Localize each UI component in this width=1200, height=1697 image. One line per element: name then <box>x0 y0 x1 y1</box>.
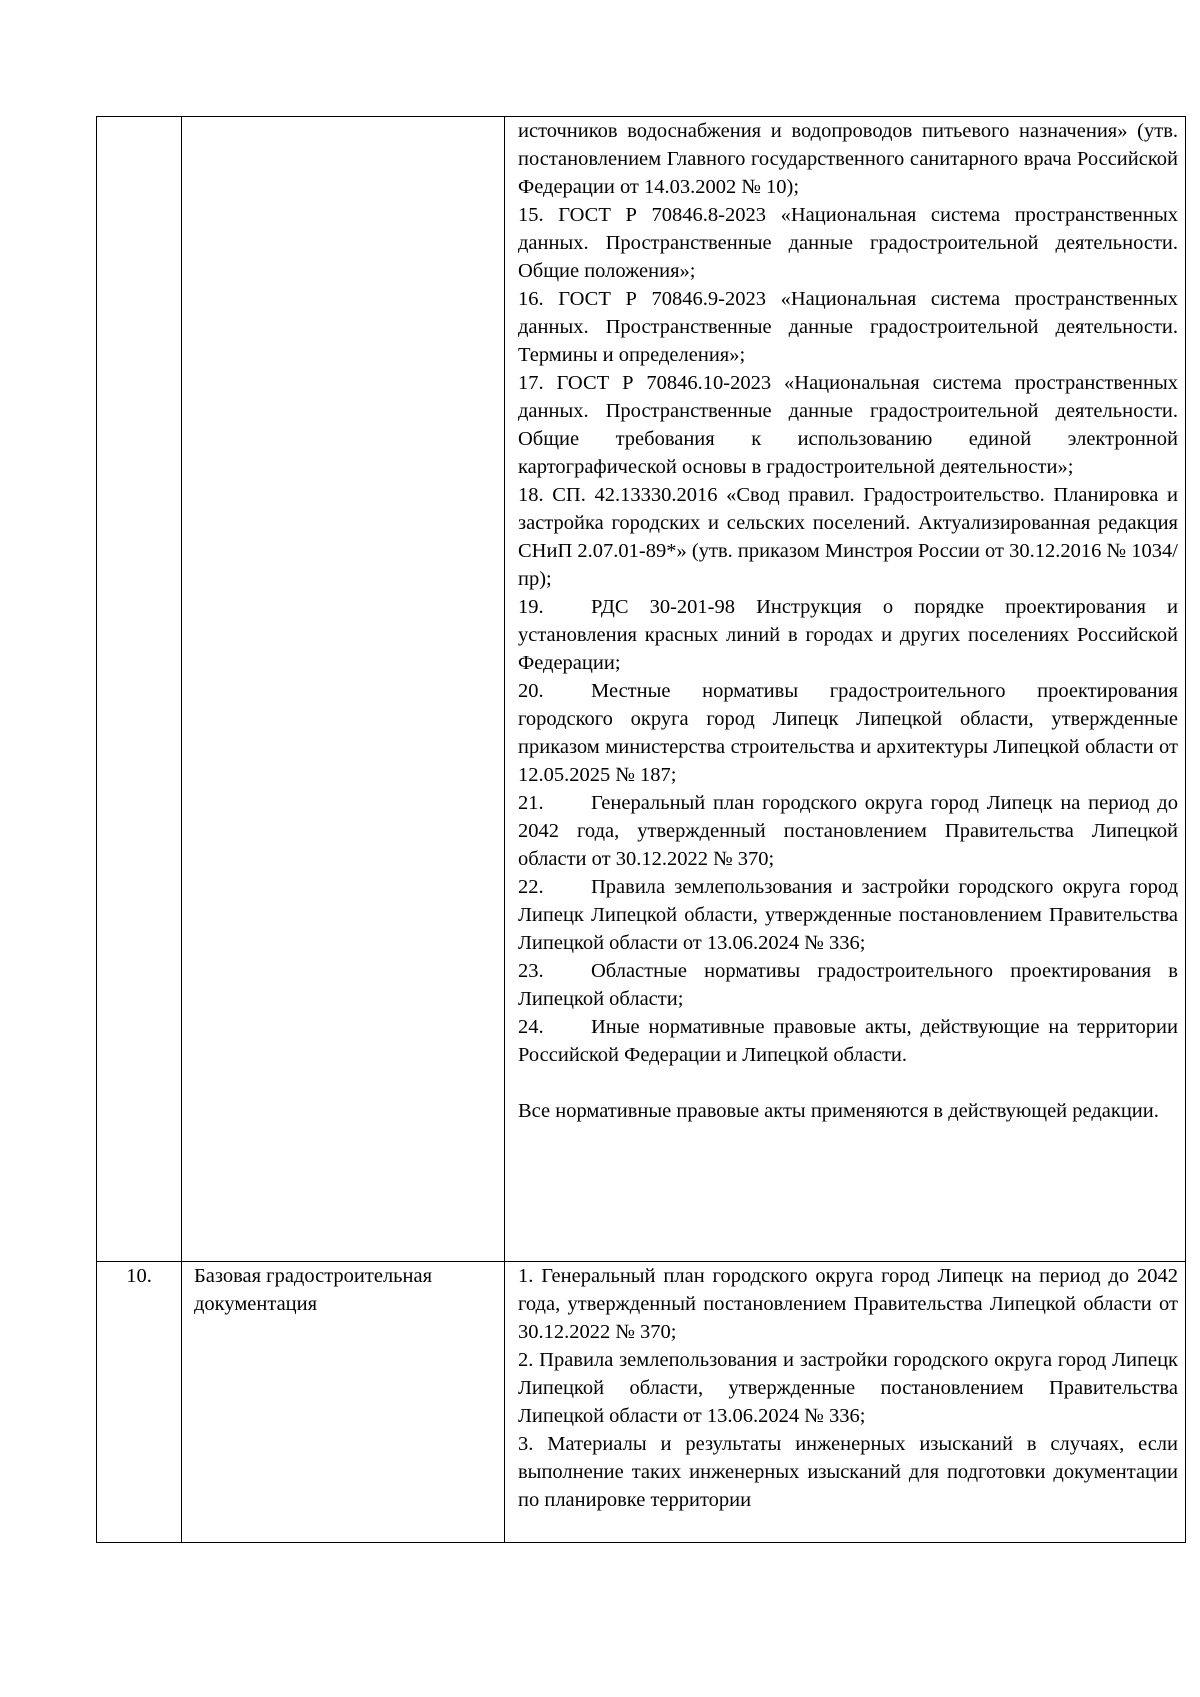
list-item-number: 23. <box>518 960 544 982</box>
table-row <box>97 117 1186 1262</box>
row-number-cell: 10. <box>97 1262 182 1543</box>
list-item <box>518 789 1178 873</box>
list-item: 3. Материалы и результаты инженерных изысканий в случаях, если выполнение таких инженерных изысканий для подготовки документации по планировке территории <box>518 1433 1178 1511</box>
table-row <box>97 1262 1186 1543</box>
list-item <box>518 593 1178 677</box>
list-item: 18. СП. 42.13330.2016 «Свод правил. Градостроительство. Планировка и застройка городских и сельских поселений. Актуализированная редакция СНиП 2.07.01-89*» (утв. приказом Минстроя России от 30.12.2016 № 1034/пр); <box>518 484 1178 590</box>
list-item-number: 19. <box>518 596 544 618</box>
list-item-number: 24. <box>518 1016 544 1038</box>
list-item-text: РДС 30-201-98 Инструкция о порядке проектирования и установления красных линий в городах и других поселениях Российской Федерации; <box>518 596 1178 674</box>
list-item-text: Иные нормативные правовые акты, действующие на территории Российской Федерации и Липецкой области. <box>518 1016 1178 1066</box>
list-item-number: 20. <box>518 680 544 702</box>
row-number-cell <box>97 117 182 1262</box>
list-item <box>518 1013 1178 1069</box>
list-item-text: Генеральный план городского округа город Липецк на период до 2042 года, утвержденный постановлением Правительства Липецкой области от 30.12.2022 № 370; <box>518 792 1178 870</box>
footer-note: Все нормативные правовые акты применяются в действующей редакции. <box>518 1100 1159 1122</box>
list-item: 1. Генеральный план городского округа город Липецк на период до 2042 года, утвержденный постановлением Правительства Липецкой области от 30.12.2022 № 370; <box>518 1265 1178 1343</box>
list-item: 16. ГОСТ Р 70846.9-2023 «Национальная система пространственных данных. Пространственные данные градостроительной деятельности. Термины и определения»; <box>518 288 1178 366</box>
list-item-number: 22. <box>518 876 544 898</box>
list-item: 17. ГОСТ Р 70846.10-2023 «Национальная система пространственных данных. Пространственные данные градостроительной деятельности. Общие требования к использованию единой электронной картографической основы в градостроительной деятельности»; <box>518 372 1178 478</box>
list-item <box>518 677 1178 789</box>
list-item-number: 21. <box>518 792 544 814</box>
row-name-cell <box>182 117 505 1262</box>
row-name-cell: Базовая градостроительная документация <box>182 1262 505 1543</box>
list-item: источников водоснабжения и водопроводов питьевого назначения» (утв. постановлением Главного государственного санитарного врача Российской Федерации от 14.03.2002 № 10); <box>518 120 1178 198</box>
list-item <box>518 873 1178 957</box>
row-content-cell <box>505 1262 1186 1543</box>
list-item: 2. Правила землепользования и застройки городского округа город Липецк Липецкой области, утвержденные постановлением Правительства Липецкой области от 13.06.2024 № 336; <box>518 1349 1178 1427</box>
requirements-table <box>96 116 1186 1543</box>
row-content-cell <box>505 117 1186 1262</box>
list-item-text: Правила землепользования и застройки городского округа город Липецк Липецкой области, утвержденные постановлением Правительства Липецкой области от 13.06.2024 № 336; <box>518 876 1178 954</box>
list-item <box>518 957 1178 1013</box>
list-item-text: Областные нормативы градостроительного проектирования в Липецкой области; <box>518 960 1178 1010</box>
list-item-text: Местные нормативы градостроительного проектирования городского округа город Липецк Липецкой области, утвержденные приказом министерства строительства и архитектуры Липецкой области от 12.05.2025 № 187; <box>518 680 1178 786</box>
list-item: 15. ГОСТ Р 70846.8-2023 «Национальная система пространственных данных. Пространственные данные градостроительной деятельности. Общие положения»; <box>518 204 1178 282</box>
